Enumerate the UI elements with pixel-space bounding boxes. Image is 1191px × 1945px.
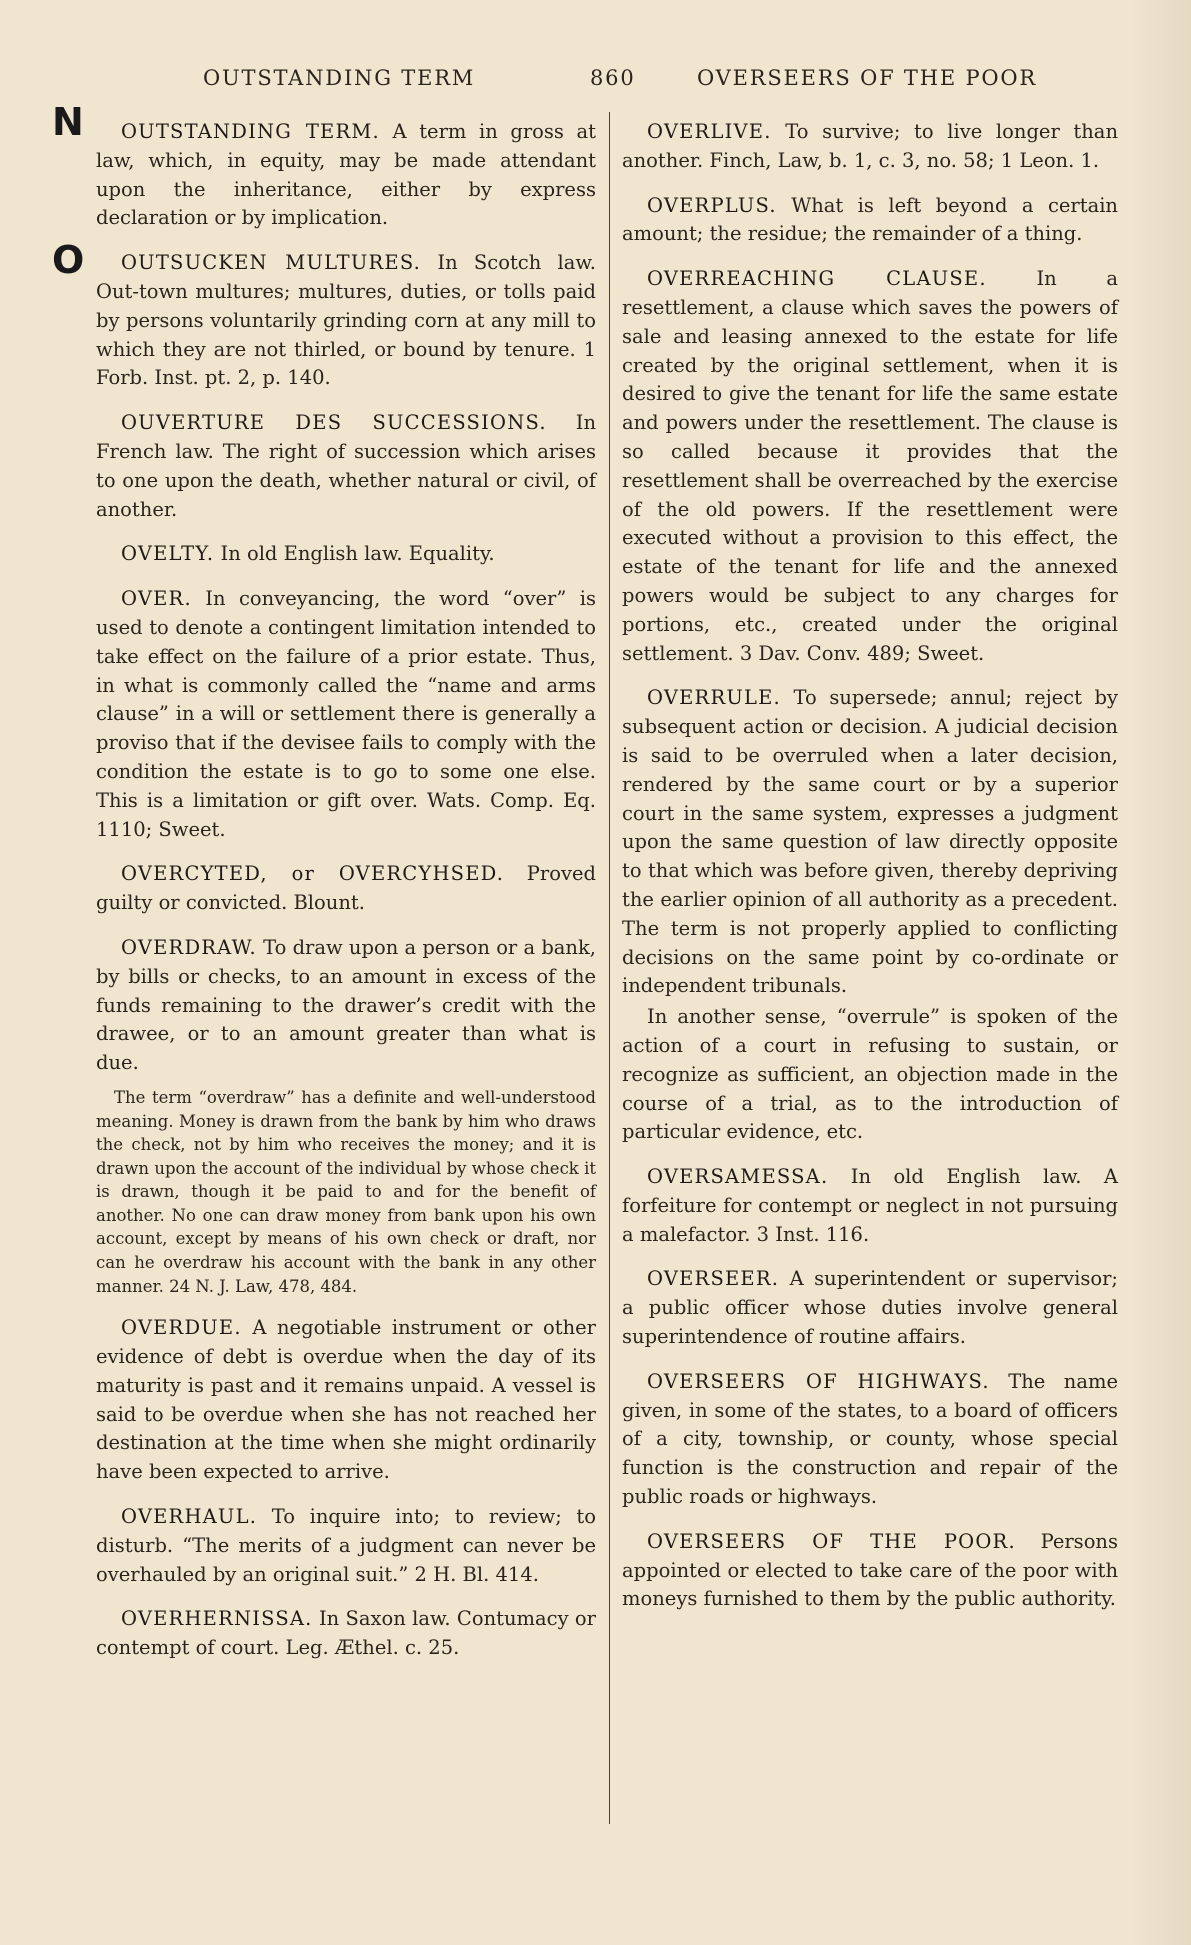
entry-overdraw — [96, 934, 596, 1078]
entry-term: OVERRULE. — [647, 686, 781, 710]
entry-definition: In Saxon law. Contumacy or contempt of court. Leg. Æthel. c. 25. — [96, 1607, 596, 1660]
entry-overlive — [622, 118, 1118, 176]
entry-definition: To draw upon a person or a bank, by bills or checks, to an amount in excess of the funds remaining to the drawer’s credit with the drawee, or to an amount greater than what is due. — [96, 935, 597, 1075]
entry-term: OVERSEERS OF HIGHWAYS. — [647, 1369, 990, 1393]
page-number: 860 — [590, 66, 636, 90]
entry-definition: In Scotch law. Out-town multures; multures, duties, or tolls paid by persons voluntarily grinding corn at any mill to which they are not thirled, or bound by tenure. 1 Forb. Inst. pt. 2, p. 140. — [96, 251, 596, 390]
entry-outstanding-term — [96, 118, 596, 233]
entry-definition: Persons appointed or elected to take care of the poor with moneys furnished to them by the public authority. — [622, 1529, 1118, 1611]
entry-definition: A negotiable instrument or other evidence of debt is overdue when the day of its maturity is past and it remains unpaid. A vessel is said to be overdue when she has not reached her destination at the time when she might ordinarily have been expected to arrive. — [96, 1316, 596, 1484]
entry-term: OVERLIVE. — [647, 120, 772, 143]
entry-definition: To survive; to live longer than another. Finch, Law, b. 1, c. 3, no. 58; 1 Leon. 1. — [622, 120, 1118, 172]
entry-ovelty — [96, 540, 596, 569]
thumb-index-n: N — [52, 100, 84, 144]
entry-overseer — [622, 1265, 1118, 1351]
entry-definition: In conveyancing, the word “over” is used to denote a contingent limitation intended to take effect on the failure of a prior estate. Thus, in what is commonly called the “name and arms clause” in a will or settlement there is generally a proviso that if the devisee fails to comply with the condition the estate is to go to some one else. This is a limitation or gift over. Wats. Comp. Eq. 1110; Sweet. — [96, 587, 597, 841]
entry-note-overdraw: The term “overdraw” has a definite and well-understood meaning. Money is drawn from the bank by him who draws the check, not by him who receives the money; and it is drawn upon the account of the individual by whose check it is drawn, though it be paid to and for the benefit of another. No one can draw money from bank upon his own account, except by means of his own check or draft, nor can he overdraw his account with the bank in any other manner. 24 N. J. Law, 478, 484. — [96, 1087, 596, 1296]
entry-term: OUVERTURE DES SUCCESSIONS. — [121, 411, 547, 435]
entry-overseers-of-highways — [622, 1368, 1118, 1512]
running-head-right: OVERSEERS OF THE POOR — [697, 66, 1038, 90]
entry-definition: In a resettlement, a clause which saves the powers of sale and leasing annexed to the estate for life created by the original settlement, when it is desired to give the tenant for life the same estate and powers under the resettlement. The clause is so called because it provides that the resettlement shall be overreached by the exercise of the old powers. If the resettlement were executed without a provision to this effect, the estate of the tenant for life and the annexed powers would be subject to any charges for portions, etc., created under the original settlement. 3 Dav. Conv. 489; Sweet. — [622, 267, 1118, 665]
entry-overdue — [96, 1314, 596, 1487]
entry-definition: To inquire into; to review; to disturb. “The merits of a judgment can never be overhauled by an original suit.” 2 H. Bl. 414. — [96, 1505, 597, 1586]
entry-definition: What is left beyond a certain amount; the residue; the remainder of a thing. — [622, 193, 1118, 246]
entry-overplus — [622, 192, 1118, 250]
entry-overrule — [622, 684, 1118, 1001]
entry-term: OVERCYTED, or OVERCYHSED. — [121, 862, 505, 886]
entry-definition: The name given, in some of the states, to a board of officers of a city, township, or county, whose special function is the construction and repair of the public roads or highways. — [622, 1369, 1118, 1509]
entry-term: OVERHAUL. — [121, 1505, 258, 1529]
entry-term: OVER. — [121, 587, 192, 611]
entry-term: OUTSTANDING TERM. — [121, 120, 380, 143]
entry-term: OVELTY. — [121, 542, 215, 566]
entry-definition: To supersede; annul; reject by subsequent action or decision. A judicial decision is said to be overruled when a later decision, rendered by the same court or by a superior court in the same system, expresses a judgment upon the same question of law directly opposite to that which was before given, thereby depriving the earlier opinion of all authority as a precedent. The term is not properly applied to conflicting decisions on the same point by co-ordinate or independent tribunals. — [622, 686, 1118, 998]
page-header — [0, 66, 1191, 96]
entry-term: OVERSEER. — [647, 1267, 780, 1291]
left-column — [96, 118, 596, 1679]
entry-overhaul — [96, 1503, 596, 1589]
entry-overseers-of-the-poor — [622, 1528, 1118, 1614]
entry-term: OVERSAMESSA. — [647, 1165, 829, 1189]
entry-term: OVERREACHING CLAUSE. — [647, 267, 987, 291]
entry-overreaching-clause — [622, 265, 1118, 668]
entry-definition: In French law. The right of succession which arises to one upon the death, whether natural or civil, of another. — [96, 411, 597, 521]
entry-definition: A superintendent or supervisor; a public officer whose duties involve general superintendence of routine affairs. — [622, 1267, 1118, 1349]
entry-overcyted — [96, 860, 596, 918]
entry-oversamessa — [622, 1163, 1118, 1249]
entry-outsucken-multures — [96, 249, 596, 393]
entry-overhernissa — [96, 1605, 596, 1663]
entry-ouverture-des-successions — [96, 409, 596, 524]
entry-definition: In old English law. Equality. — [220, 542, 495, 566]
entry-definition: A term in gross at law, which, in equity, may be made attendant upon the inheritance, either by express declaration or by implication. — [96, 120, 596, 230]
entry-term: OUTSUCKEN MULTURES. — [121, 251, 422, 275]
entry-overrule-continued: In another sense, “overrule” is spoken of the action of a court in refusing to sustain, or recognize as sufficient, an objection made in the course of a trial, as to the introduction of particular evidence, etc. — [622, 1005, 1118, 1144]
entry-definition: In old English law. A forfeiture for contempt or neglect in not pursuing a malefactor. 3 Inst. 116. — [622, 1165, 1118, 1246]
entry-term: OVERDUE. — [121, 1316, 242, 1340]
entry-term: OVERDRAW. — [121, 935, 257, 959]
column-divider — [609, 112, 610, 1824]
right-column — [622, 118, 1118, 1630]
entry-over — [96, 585, 596, 844]
entry-term: OVERSEERS OF THE POOR. — [647, 1529, 1016, 1553]
entry-term: OVERPLUS. — [647, 193, 777, 217]
entry-definition: Proved guilty or convicted. Blount. — [96, 862, 596, 915]
thumb-index-o: O — [52, 238, 85, 282]
running-head-left: OUTSTANDING TERM — [203, 66, 476, 90]
entry-term: OVERHERNISSA. — [121, 1607, 313, 1631]
